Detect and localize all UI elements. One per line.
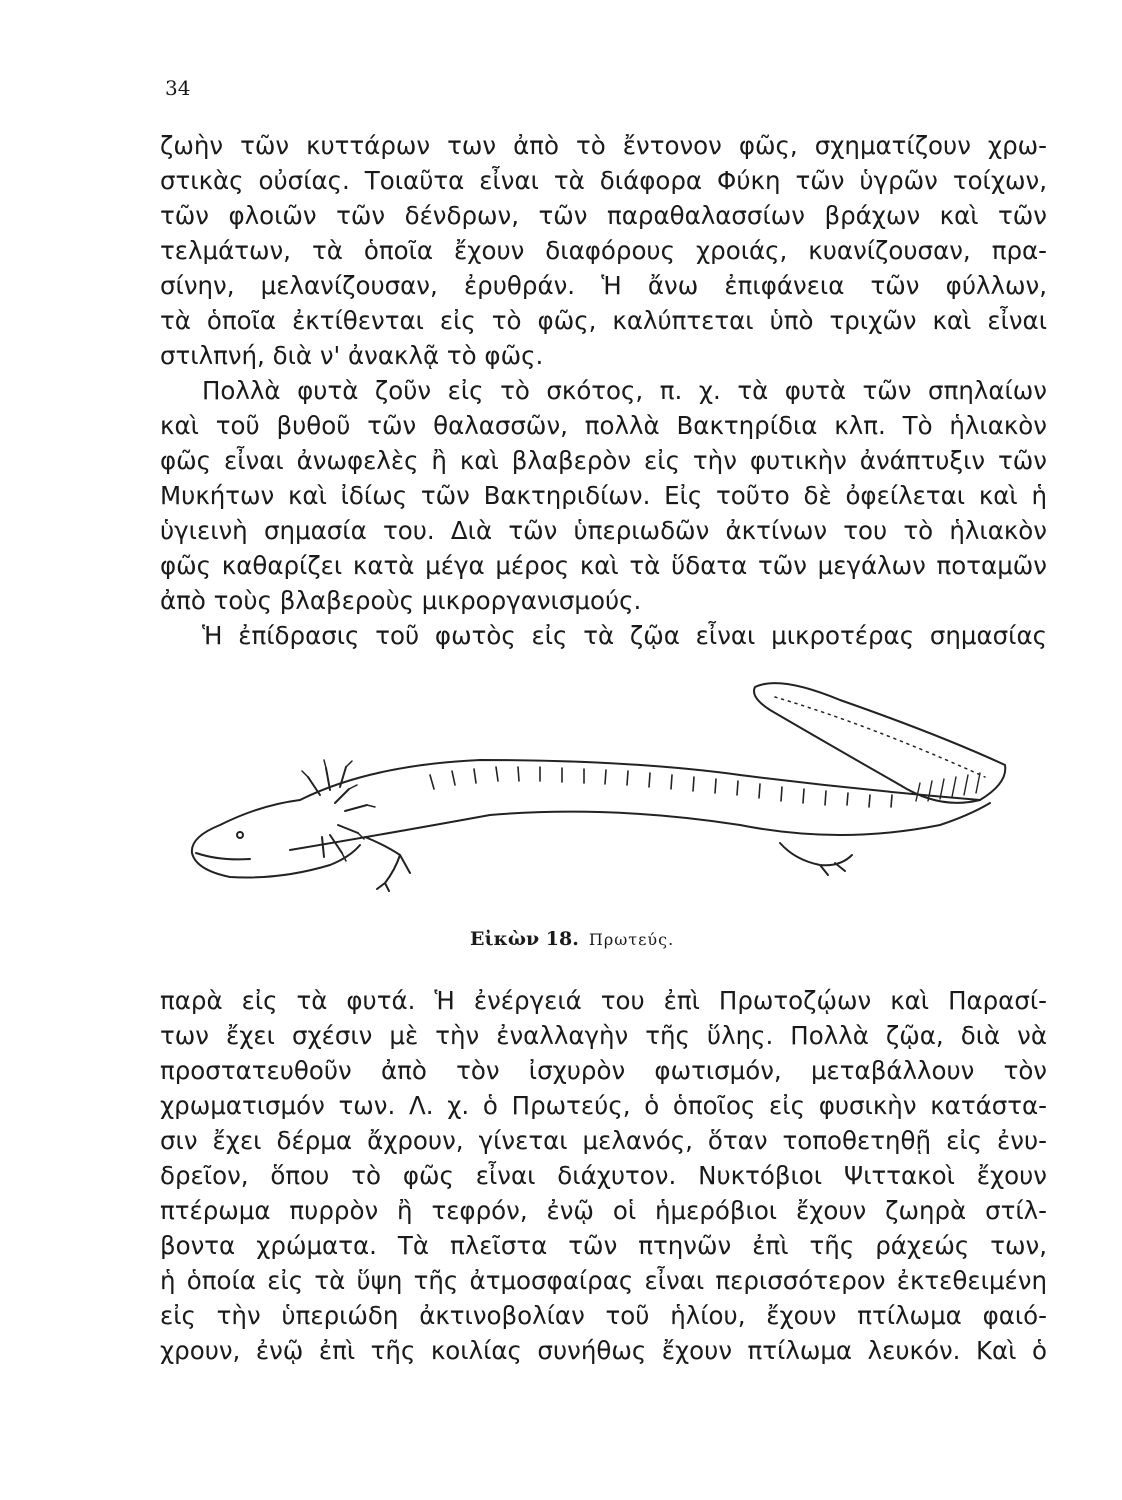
text-line: των ἔχει σχέσιν μὲ τὴν ἐναλλαγὴν τῆς ὕλης. Πολλὰ ζῷα, διὰ νὰ bbox=[160, 1021, 1047, 1050]
text-line: ὑγιεινὴ σημασία του. Διὰ τῶν ὑπεριωδῶν ἀκτίνων του τὸ ἡλιακὸν bbox=[160, 516, 1047, 545]
text-line: ζωὴν τῶν κυττάρων των ἀπὸ τὸ ἔντονον φῶς, σχηματίζουν χρω- bbox=[160, 131, 1047, 160]
text-line: δρεῖον, ὅπου τὸ φῶς εἶναι διάχυτον. Νυκτόβιοι Ψιττακοὶ ἔχουν bbox=[160, 1161, 1047, 1190]
text-line: σιν ἔχει δέρμα ἄχρουν, γίνεται μελανός, ὅταν τοποθετηθῇ εἰς ἐνυ- bbox=[160, 1126, 1047, 1155]
text-line: φῶς εἶναι ἀνωφελὲς ἢ καὶ βλαβερὸν εἰς τὴν φυτικὴν ἀνάπτυξιν τῶν bbox=[160, 446, 1047, 475]
text-line: ἡ ὁποία εἰς τὰ ὕψη τῆς ἀτμοσφαίρας εἶναι περισσότερον ἐκτεθειμένη bbox=[160, 1266, 1047, 1295]
text-line: στιλπνή, διὰ ν' ἀνακλᾷ τὸ φῶς. bbox=[160, 341, 544, 370]
text-line: Πολλὰ φυτὰ ζοῦν εἰς τὸ σκότος, π. χ. τὰ φυτὰ τῶν σπηλαίων bbox=[202, 376, 1047, 405]
body-text-bottom bbox=[160, 983, 1047, 1368]
text-line: παρὰ εἰς τὰ φυτά. Ἡ ἐνέργειά του ἐπὶ Πρωτοζῴων καὶ Παρασί- bbox=[160, 986, 1047, 1015]
text-line: τελμάτων, τὰ ὁποῖα ἔχουν διαφόρους χροιάς, κυανίζουσαν, πρα- bbox=[160, 236, 1047, 265]
text-line: φῶς καθαρίζει κατὰ μέγα μέρος καὶ τὰ ὕδατα τῶν μεγάλων ποταμῶν bbox=[160, 551, 1047, 580]
text-line: ἀπὸ τοὺς βλαβεροὺς μικροργανισμούς. bbox=[160, 586, 642, 615]
text-line: εἰς τὴν ὑπεριώδη ἀκτινοβολίαν τοῦ ἡλίου, ἔχουν πτίλωμα φαιό- bbox=[160, 1301, 1047, 1330]
text-line: τὰ ὁποῖα ἐκτίθενται εἰς τὸ φῶς, καλύπτεται ὑπὸ τριχῶν καὶ εἶναι bbox=[160, 306, 1047, 335]
proteus-drawing bbox=[180, 665, 1040, 905]
page-number: 34 bbox=[165, 76, 191, 100]
proteus-figure bbox=[180, 665, 1040, 905]
text-line: Μυκήτων καὶ ἰδίως τῶν Βακτηριδίων. Εἰς τοῦτο δὲ ὀφείλεται καὶ ἡ bbox=[160, 481, 1047, 510]
text-line: σίνην, μελανίζουσαν, ἐρυθράν. Ἡ ἄνω ἐπιφάνεια τῶν φύλλων, bbox=[160, 271, 1047, 300]
text-line: τῶν φλοιῶν τῶν δένδρων, τῶν παραθαλασσίων βράχων καὶ τῶν bbox=[160, 201, 1047, 230]
text-line: Ἡ ἐπίδρασις τοῦ φωτὸς εἰς τὰ ζῷα εἶναι μικροτέρας σημασίας bbox=[202, 621, 1047, 650]
text-line: προστατευθοῦν ἀπὸ τὸν ἰσχυρὸν φωτισμόν, μεταβάλλουν τὸν bbox=[160, 1056, 1047, 1085]
text-line: στικὰς οὐσίας. Τοιαῦτα εἶναι τὰ διάφορα Φύκη τῶν ὑγρῶν τοίχων, bbox=[160, 166, 1047, 195]
text-line: καὶ τοῦ βυθοῦ τῶν θαλασσῶν, πολλὰ Βακτηρίδια κλπ. Τὸ ἡλιακὸν bbox=[160, 411, 1047, 440]
text-line: πτέρωμα πυρρὸν ἢ τεφρόν, ἐνῷ οἱ ἡμερόβιοι ἔχουν ζωηρὰ στίλ- bbox=[160, 1196, 1047, 1225]
figure-label: Εἰκὼν 18. bbox=[470, 928, 579, 950]
text-line: χρωματισμόν των. Λ. χ. ὁ Πρωτεύς, ὁ ὁποῖος εἰς φυσικὴν κατάστα- bbox=[160, 1091, 1047, 1120]
figure-caption bbox=[470, 928, 674, 950]
text-line: βοντα χρώματα. Τὰ πλεῖστα τῶν πτηνῶν ἐπὶ τῆς ράχεώς των, bbox=[160, 1231, 1047, 1260]
text-line: χρουν, ἐνῷ ἐπὶ τῆς κοιλίας συνήθως ἔχουν πτίλωμα λευκόν. Καὶ ὁ bbox=[160, 1336, 1047, 1365]
figure-name: Πρωτεύς. bbox=[588, 930, 675, 949]
body-text-top bbox=[160, 128, 1047, 653]
